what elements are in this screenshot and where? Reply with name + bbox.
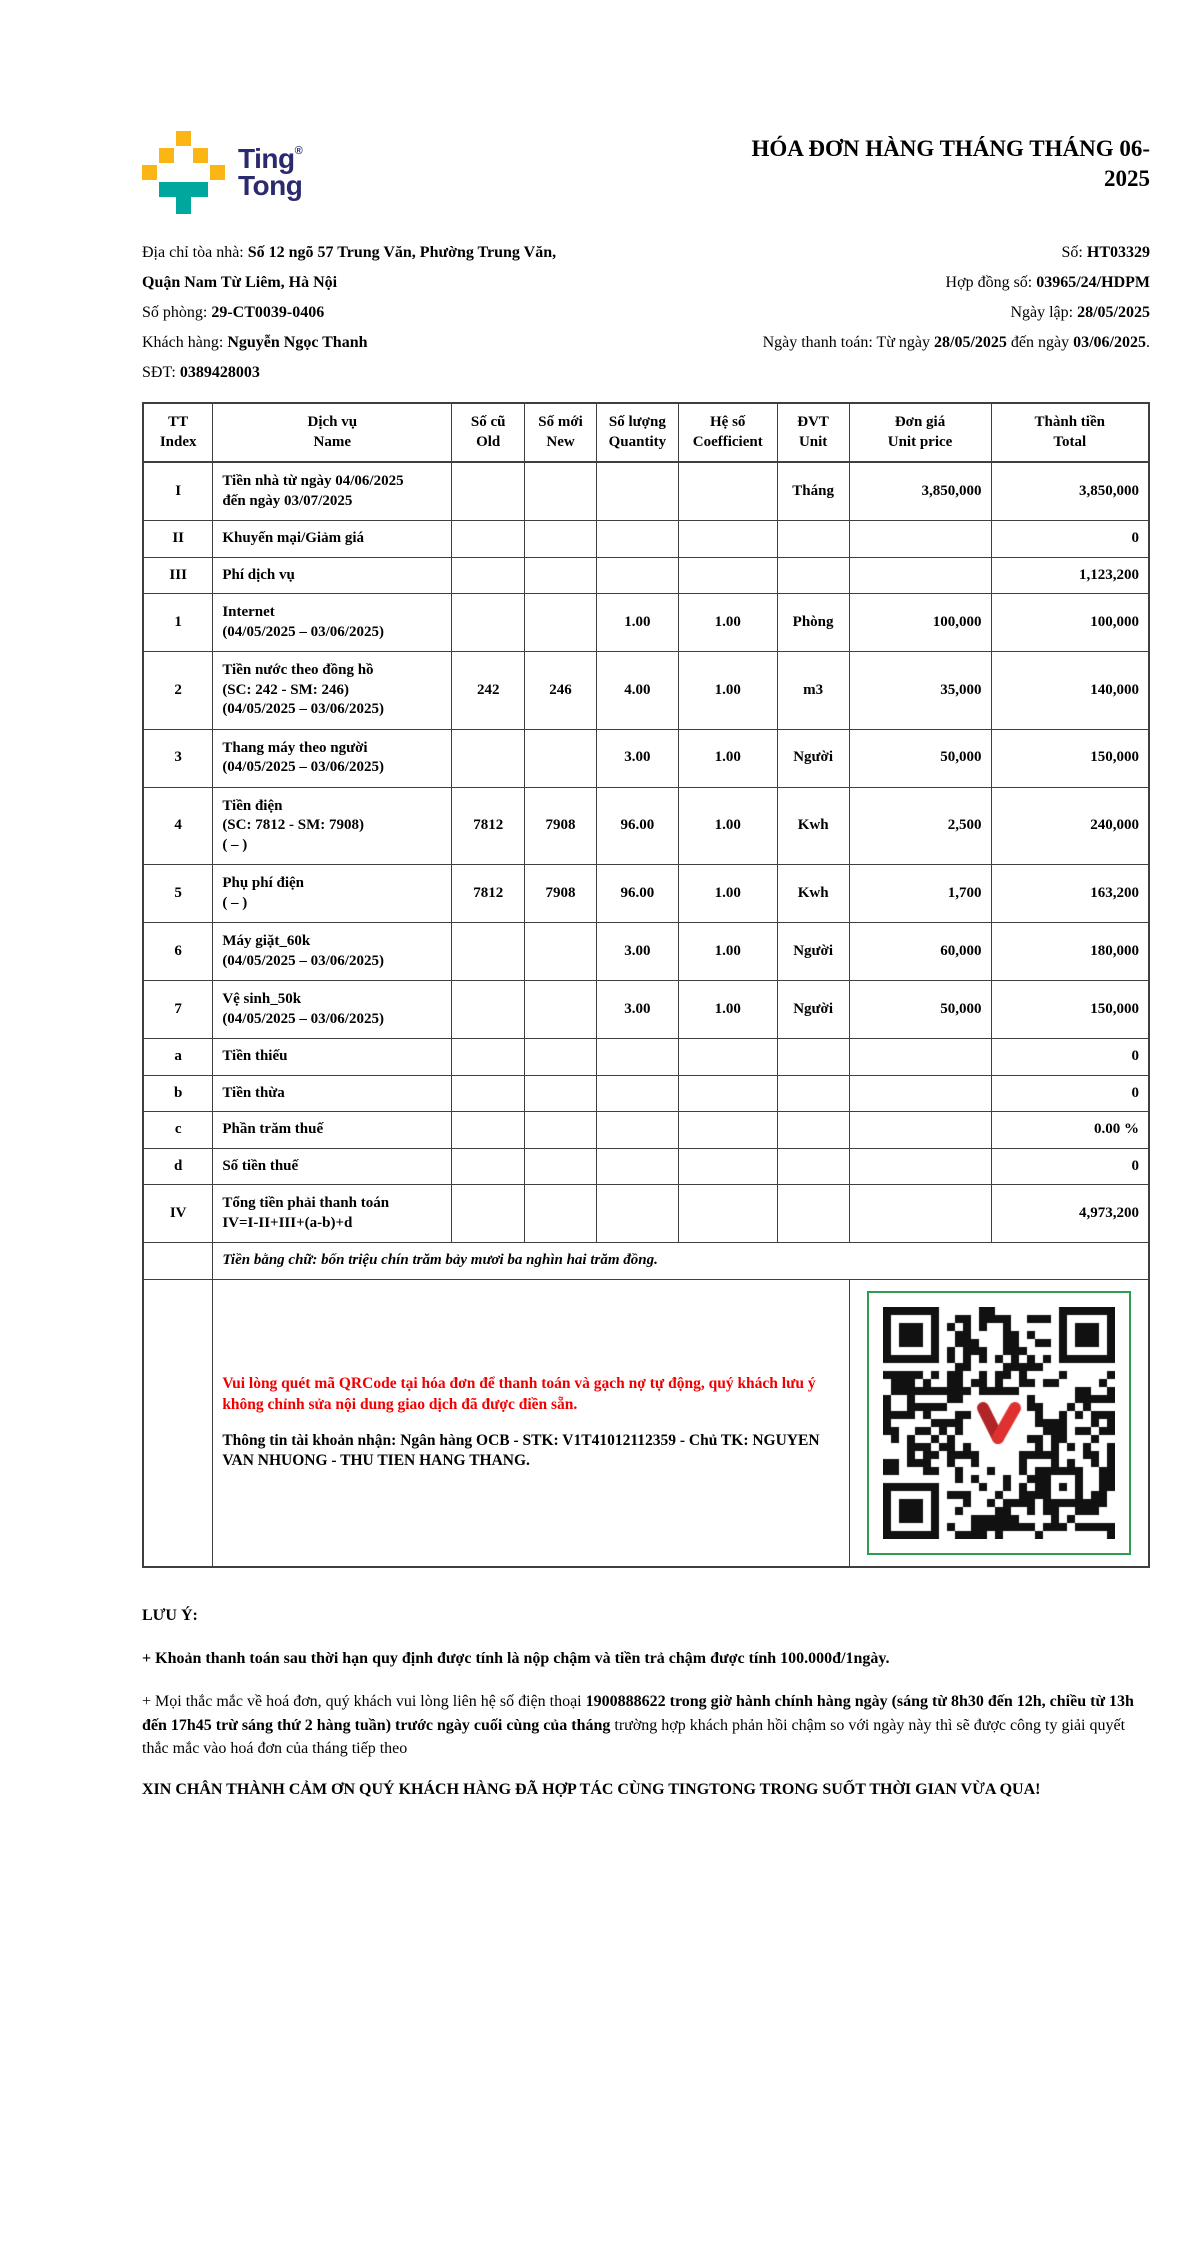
logo-word-ting: Ting bbox=[238, 142, 295, 174]
service-name-line: (04/05/2025 – 03/06/2025) bbox=[222, 623, 384, 640]
cell-idx: 3 bbox=[143, 729, 213, 787]
cell-coef: 1.00 bbox=[678, 865, 777, 923]
service-name-line: Phụ phí điện bbox=[222, 875, 305, 891]
cell-old bbox=[452, 462, 525, 521]
cell-qty: 96.00 bbox=[596, 865, 678, 923]
cell-coef: 1.00 bbox=[678, 652, 777, 730]
col-header-new: Số mới New bbox=[525, 403, 597, 462]
service-name-line: Phí dịch vụ bbox=[222, 566, 295, 583]
table-row bbox=[143, 1185, 1149, 1243]
cell-qty bbox=[596, 1148, 678, 1185]
service-name-line: IV=I-II+III+(a-b)+d bbox=[222, 1214, 353, 1231]
customer-name-value: Nguyễn Ngọc Thanh bbox=[227, 334, 368, 351]
table-row bbox=[143, 557, 1149, 594]
col-header-total: Thành tiền Total bbox=[991, 403, 1149, 462]
invoice-number-line: Số: HT03329 bbox=[1061, 244, 1150, 261]
cell-unit: Kwh bbox=[777, 787, 849, 865]
cell-name bbox=[213, 1185, 452, 1243]
table-row bbox=[143, 521, 1149, 558]
table-row bbox=[143, 865, 1149, 923]
tingtong-logo bbox=[142, 130, 302, 214]
table-row bbox=[143, 652, 1149, 730]
qr-row-spacer bbox=[143, 1279, 213, 1567]
invoice-info-left bbox=[142, 238, 606, 388]
invoice-table-rows bbox=[143, 462, 1149, 1243]
cell-price: 2,500 bbox=[849, 787, 991, 865]
col-header-quantity: Số lượng Quantity bbox=[596, 403, 678, 462]
cell-price bbox=[849, 1112, 991, 1149]
service-name-line: Tiền nhà từ ngày 04/06/2025 bbox=[222, 473, 404, 489]
cell-old bbox=[452, 1075, 525, 1112]
cell-old bbox=[452, 1185, 525, 1243]
cell-old bbox=[452, 981, 525, 1039]
cell-new: 7908 bbox=[525, 787, 597, 865]
cell-coef bbox=[678, 1112, 777, 1149]
cell-new bbox=[525, 1039, 597, 1076]
cell-idx: 6 bbox=[143, 923, 213, 981]
cell-price: 50,000 bbox=[849, 729, 991, 787]
invoice-table bbox=[142, 402, 1150, 1568]
cell-new bbox=[525, 557, 597, 594]
table-row bbox=[143, 462, 1149, 521]
cell-name bbox=[213, 1112, 452, 1149]
service-name-line: Internet bbox=[222, 604, 275, 620]
cell-total: 3,850,000 bbox=[991, 462, 1149, 521]
cell-total: 0 bbox=[991, 521, 1149, 558]
building-address-line2: Quận Nam Từ Liêm, Hà Nội bbox=[142, 274, 338, 291]
cell-idx: a bbox=[143, 1039, 213, 1076]
service-name-line: (SC: 7812 - SM: 7908) bbox=[222, 817, 364, 833]
qr-code-canvas bbox=[883, 1307, 1115, 1539]
cell-coef: 1.00 bbox=[678, 787, 777, 865]
cell-qty bbox=[596, 521, 678, 558]
qr-instructions-cell bbox=[213, 1279, 849, 1567]
payment-date-line: Ngày thanh toán: Từ ngày 28/05/2025 đến ngày 03/06/2025. bbox=[762, 334, 1150, 351]
cell-coef: 1.00 bbox=[678, 729, 777, 787]
service-name-line: đến ngày 03/07/2025 bbox=[222, 492, 353, 509]
service-name-line: (04/05/2025 – 03/06/2025) bbox=[222, 701, 384, 717]
invoice-table-header bbox=[143, 403, 1149, 462]
cell-total: 100,000 bbox=[991, 594, 1149, 652]
notes-heading: LƯU Ý: bbox=[142, 1607, 198, 1624]
col-header-coefficient: Hệ số Coefficient bbox=[678, 403, 777, 462]
col-header-name: Dịch vụ Name bbox=[213, 403, 452, 462]
cell-new bbox=[525, 1148, 597, 1185]
table-row bbox=[143, 594, 1149, 652]
cell-total: 240,000 bbox=[991, 787, 1149, 865]
cell-old bbox=[452, 594, 525, 652]
cell-new bbox=[525, 729, 597, 787]
cell-name bbox=[213, 787, 452, 865]
qr-code-frame bbox=[867, 1291, 1131, 1555]
cell-idx: III bbox=[143, 557, 213, 594]
cell-idx: b bbox=[143, 1075, 213, 1112]
issue-date-line: Ngày lập: 28/05/2025 bbox=[1010, 304, 1150, 321]
cell-new: 246 bbox=[525, 652, 597, 730]
building-address-line: Địa chỉ tòa nhà: Số 12 ngõ 57 Trung Văn, Phường Trung Văn, bbox=[142, 244, 557, 261]
cell-unit bbox=[777, 1185, 849, 1243]
cell-unit: Tháng bbox=[777, 462, 849, 521]
amount-in-words-cell bbox=[213, 1243, 1149, 1280]
late-payment-note: + Khoản thanh toán sau thời hạn quy định được tính là nộp chậm và tiền trả chậm được tính 100.000đ/1ngày. bbox=[142, 1650, 890, 1668]
account-number-value: V1T41012112359 bbox=[562, 1431, 676, 1449]
qr-payment-note: Vui lòng quét mã QRCode tại hóa đơn để thanh toán và gạch nợ tự động, quý khách lưu ý không chỉnh sửa nội dung giao dịch đã được điền sẵn. bbox=[222, 1375, 816, 1413]
cell-total: 0.00 % bbox=[991, 1112, 1149, 1149]
cell-unit: Người bbox=[777, 981, 849, 1039]
cell-total: 150,000 bbox=[991, 729, 1149, 787]
service-name-line: Số tiền thuế bbox=[222, 1157, 299, 1174]
cell-idx: 4 bbox=[143, 787, 213, 865]
service-name-line: Khuyến mại/Giảm giá bbox=[222, 530, 364, 546]
cell-coef: 1.00 bbox=[678, 981, 777, 1039]
cell-coef bbox=[678, 1148, 777, 1185]
cell-coef bbox=[678, 521, 777, 558]
cell-idx: 1 bbox=[143, 594, 213, 652]
hotline-number: 1900888622 trong giờ hành chính hàng ngày (sáng từ 8h30 đến 12h, chiều từ 13h đến 17h45 trừ sáng thứ 2 hàng tuần) bbox=[142, 1693, 1134, 1734]
cell-price bbox=[849, 521, 991, 558]
service-name-line: (04/05/2025 – 03/06/2025) bbox=[222, 1010, 384, 1027]
payment-from-value: 28/05/2025 bbox=[934, 334, 1007, 351]
col-header-index: TT Index bbox=[143, 403, 213, 462]
cell-price: 3,850,000 bbox=[849, 462, 991, 521]
table-row bbox=[143, 787, 1149, 865]
invoice-info bbox=[142, 238, 1150, 388]
cell-name bbox=[213, 981, 452, 1039]
table-row bbox=[143, 923, 1149, 981]
cell-coef: 1.00 bbox=[678, 923, 777, 981]
service-name-line: Tổng tiền phải thanh toán bbox=[222, 1195, 390, 1211]
service-name-line: (04/05/2025 – 03/06/2025) bbox=[222, 952, 384, 969]
cell-idx: I bbox=[143, 462, 213, 521]
footer-notes bbox=[142, 1604, 1152, 1801]
cell-unit bbox=[777, 557, 849, 594]
cell-name bbox=[213, 652, 452, 730]
table-row bbox=[143, 1112, 1149, 1149]
service-name-line: Tiền nước theo đồng hồ bbox=[222, 662, 374, 678]
cell-price: 60,000 bbox=[849, 923, 991, 981]
cell-unit bbox=[777, 1075, 849, 1112]
service-name-line: ( – ) bbox=[222, 836, 248, 853]
cell-old bbox=[452, 557, 525, 594]
payment-to-value: 03/06/2025 bbox=[1073, 334, 1146, 351]
service-name-line: ( – ) bbox=[222, 894, 248, 911]
cell-name bbox=[213, 462, 452, 521]
tingtong-logo-icon bbox=[142, 130, 226, 214]
cell-qty: 96.00 bbox=[596, 787, 678, 865]
cell-old bbox=[452, 521, 525, 558]
cell-total: 163,200 bbox=[991, 865, 1149, 923]
cell-idx: c bbox=[143, 1112, 213, 1149]
service-name-line: Tiền thiếu bbox=[222, 1048, 288, 1064]
cell-qty bbox=[596, 1112, 678, 1149]
col-header-unit-price: Đơn giá Unit price bbox=[849, 403, 991, 462]
cell-total: 0 bbox=[991, 1039, 1149, 1076]
cell-unit: Kwh bbox=[777, 865, 849, 923]
cell-price bbox=[849, 1075, 991, 1112]
cell-qty bbox=[596, 557, 678, 594]
cell-idx: 2 bbox=[143, 652, 213, 730]
cell-old bbox=[452, 1039, 525, 1076]
service-name-line: Vệ sinh_50k bbox=[222, 991, 302, 1007]
cell-price bbox=[849, 1148, 991, 1185]
cell-new bbox=[525, 1185, 597, 1243]
cell-price: 50,000 bbox=[849, 981, 991, 1039]
cell-new bbox=[525, 1075, 597, 1112]
cell-qty bbox=[596, 1039, 678, 1076]
service-name-line: Tiền điện bbox=[222, 797, 283, 814]
cell-price bbox=[849, 1039, 991, 1076]
cell-coef: 1.00 bbox=[678, 594, 777, 652]
qr-row bbox=[143, 1279, 1149, 1567]
amount-in-words-row bbox=[143, 1243, 1149, 1280]
cell-unit bbox=[777, 1039, 849, 1076]
receiving-account-info: Thông tin tài khoản nhận: Ngân hàng OCB - STK: V1T41012112359 - Chủ TK: NGUYEN VAN NHUONG - THU TIEN HANG THANG. bbox=[222, 1431, 820, 1469]
issue-date-value: 28/05/2025 bbox=[1077, 304, 1150, 321]
cell-name bbox=[213, 923, 452, 981]
registered-mark: ® bbox=[294, 144, 303, 157]
col-header-old: Số cũ Old bbox=[452, 403, 525, 462]
amount-in-words-value: bốn triệu chín trăm bảy mươi ba nghìn hai trăm đồng. bbox=[321, 1252, 658, 1268]
cell-qty: 1.00 bbox=[596, 594, 678, 652]
cell-idx: II bbox=[143, 521, 213, 558]
cell-coef bbox=[678, 557, 777, 594]
qr-code-cell bbox=[849, 1279, 1149, 1567]
contract-number-line: Hợp đồng số: 03965/24/HDPM bbox=[945, 274, 1150, 291]
cell-new bbox=[525, 594, 597, 652]
cell-total: 1,123,200 bbox=[991, 557, 1149, 594]
cell-new bbox=[525, 981, 597, 1039]
cell-total: 0 bbox=[991, 1075, 1149, 1112]
cell-price: 35,000 bbox=[849, 652, 991, 730]
service-name-line: (04/05/2025 – 03/06/2025) bbox=[222, 759, 384, 775]
cell-unit: Người bbox=[777, 729, 849, 787]
phone-value: 0389428003 bbox=[179, 364, 260, 381]
table-row bbox=[143, 1075, 1149, 1112]
cell-coef bbox=[678, 462, 777, 521]
cell-new bbox=[525, 462, 597, 521]
table-row bbox=[143, 981, 1149, 1039]
cell-qty: 4.00 bbox=[596, 652, 678, 730]
room-number-value: 29-CT0039-0406 bbox=[211, 304, 325, 321]
cell-name bbox=[213, 594, 452, 652]
cell-total: 180,000 bbox=[991, 923, 1149, 981]
service-name-line: (SC: 242 - SM: 246) bbox=[222, 681, 349, 698]
cell-name bbox=[213, 1148, 452, 1185]
cell-qty: 3.00 bbox=[596, 729, 678, 787]
cell-name bbox=[213, 1075, 452, 1112]
tingtong-logo-text bbox=[238, 142, 303, 201]
cell-price: 1,700 bbox=[849, 865, 991, 923]
cell-old: 7812 bbox=[452, 865, 525, 923]
thank-you-note: XIN CHÂN THÀNH CẢM ƠN QUÝ KHÁCH HÀNG ĐÃ HỢP TÁC CÙNG TINGTONG TRONG SUỐT THỜI GIAN VỪA QUA! bbox=[142, 1780, 1041, 1798]
cell-new bbox=[525, 1112, 597, 1149]
account-holder-value: NGUYEN VAN NHUONG - THU TIEN HANG THANG bbox=[222, 1431, 820, 1469]
cell-unit: Phòng bbox=[777, 594, 849, 652]
cell-qty bbox=[596, 1075, 678, 1112]
phone-line: SĐT: 0389428003 bbox=[142, 364, 260, 381]
cell-new: 7908 bbox=[525, 865, 597, 923]
hotline-note: + Mọi thắc mắc về hoá đơn, quý khách vui lòng liên hệ số điện thoại 1900888622 trong giờ hành chính hàng ngày (sáng từ 8h30 đến 12h, chiều từ 13h đến 17h45 trừ sáng thứ 2 hàng tuần) trước ngày cuối cùng của tháng trường hợp khách phản hồi chậm so với ngày này thì sẽ được công ty giải quyết thắc mắc vào hoá đơn của tháng tiếp theo bbox=[142, 1693, 1134, 1757]
invoice-number-value: HT03329 bbox=[1086, 244, 1150, 261]
contract-number-value: 03965/24/HDPM bbox=[1036, 274, 1150, 291]
cell-price: 100,000 bbox=[849, 594, 991, 652]
cell-idx: 5 bbox=[143, 865, 213, 923]
cell-new bbox=[525, 521, 597, 558]
cell-name bbox=[213, 557, 452, 594]
cell-old bbox=[452, 923, 525, 981]
cell-qty: 3.00 bbox=[596, 923, 678, 981]
cell-total: 0 bbox=[991, 1148, 1149, 1185]
col-header-unit: ĐVT Unit bbox=[777, 403, 849, 462]
service-name-line: Thang máy theo người bbox=[222, 739, 368, 756]
invoice-header bbox=[142, 130, 1150, 214]
customer-line: Khách hàng: Nguyễn Ngọc Thanh bbox=[142, 334, 368, 351]
cell-total: 140,000 bbox=[991, 652, 1149, 730]
table-row bbox=[143, 1148, 1149, 1185]
cell-unit bbox=[777, 1148, 849, 1185]
table-row bbox=[143, 1039, 1149, 1076]
cell-total: 150,000 bbox=[991, 981, 1149, 1039]
cell-idx: IV bbox=[143, 1185, 213, 1243]
invoice-title: HÓA ĐƠN HÀNG THÁNG THÁNG 06-2025 bbox=[751, 136, 1150, 192]
cell-unit bbox=[777, 521, 849, 558]
logo-word-tong: Tong bbox=[238, 170, 303, 201]
cell-price bbox=[849, 557, 991, 594]
cell-old bbox=[452, 1148, 525, 1185]
cell-unit bbox=[777, 1112, 849, 1149]
cell-idx: d bbox=[143, 1148, 213, 1185]
invoice-table-footer bbox=[143, 1243, 1149, 1568]
cell-coef bbox=[678, 1185, 777, 1243]
amount-in-words-label: Tiền bằng chữ: bbox=[222, 1252, 322, 1268]
service-name-line: Phần trăm thuế bbox=[222, 1121, 324, 1137]
cell-total: 4,973,200 bbox=[991, 1185, 1149, 1243]
cell-name bbox=[213, 729, 452, 787]
room-number-line: Số phòng: 29-CT0039-0406 bbox=[142, 304, 325, 321]
cell-name bbox=[213, 1039, 452, 1076]
words-row-spacer bbox=[143, 1243, 213, 1280]
service-name-line: Máy giặt_60k bbox=[222, 933, 311, 949]
cell-qty bbox=[596, 1185, 678, 1243]
cell-old: 242 bbox=[452, 652, 525, 730]
building-address-value: Số 12 ngõ 57 Trung Văn, Phường Trung Văn, bbox=[247, 244, 557, 261]
cell-name bbox=[213, 521, 452, 558]
cell-old: 7812 bbox=[452, 787, 525, 865]
invoice-info-right bbox=[626, 238, 1150, 388]
cell-old bbox=[452, 1112, 525, 1149]
cell-name bbox=[213, 865, 452, 923]
cell-unit: m3 bbox=[777, 652, 849, 730]
cell-idx: 7 bbox=[143, 981, 213, 1039]
cell-coef bbox=[678, 1039, 777, 1076]
cell-price bbox=[849, 1185, 991, 1243]
cell-qty bbox=[596, 462, 678, 521]
service-name-line: Tiền thừa bbox=[222, 1084, 285, 1101]
cell-unit: Người bbox=[777, 923, 849, 981]
cell-coef bbox=[678, 1075, 777, 1112]
cell-new bbox=[525, 923, 597, 981]
table-row bbox=[143, 729, 1149, 787]
cell-old bbox=[452, 729, 525, 787]
cell-qty: 3.00 bbox=[596, 981, 678, 1039]
